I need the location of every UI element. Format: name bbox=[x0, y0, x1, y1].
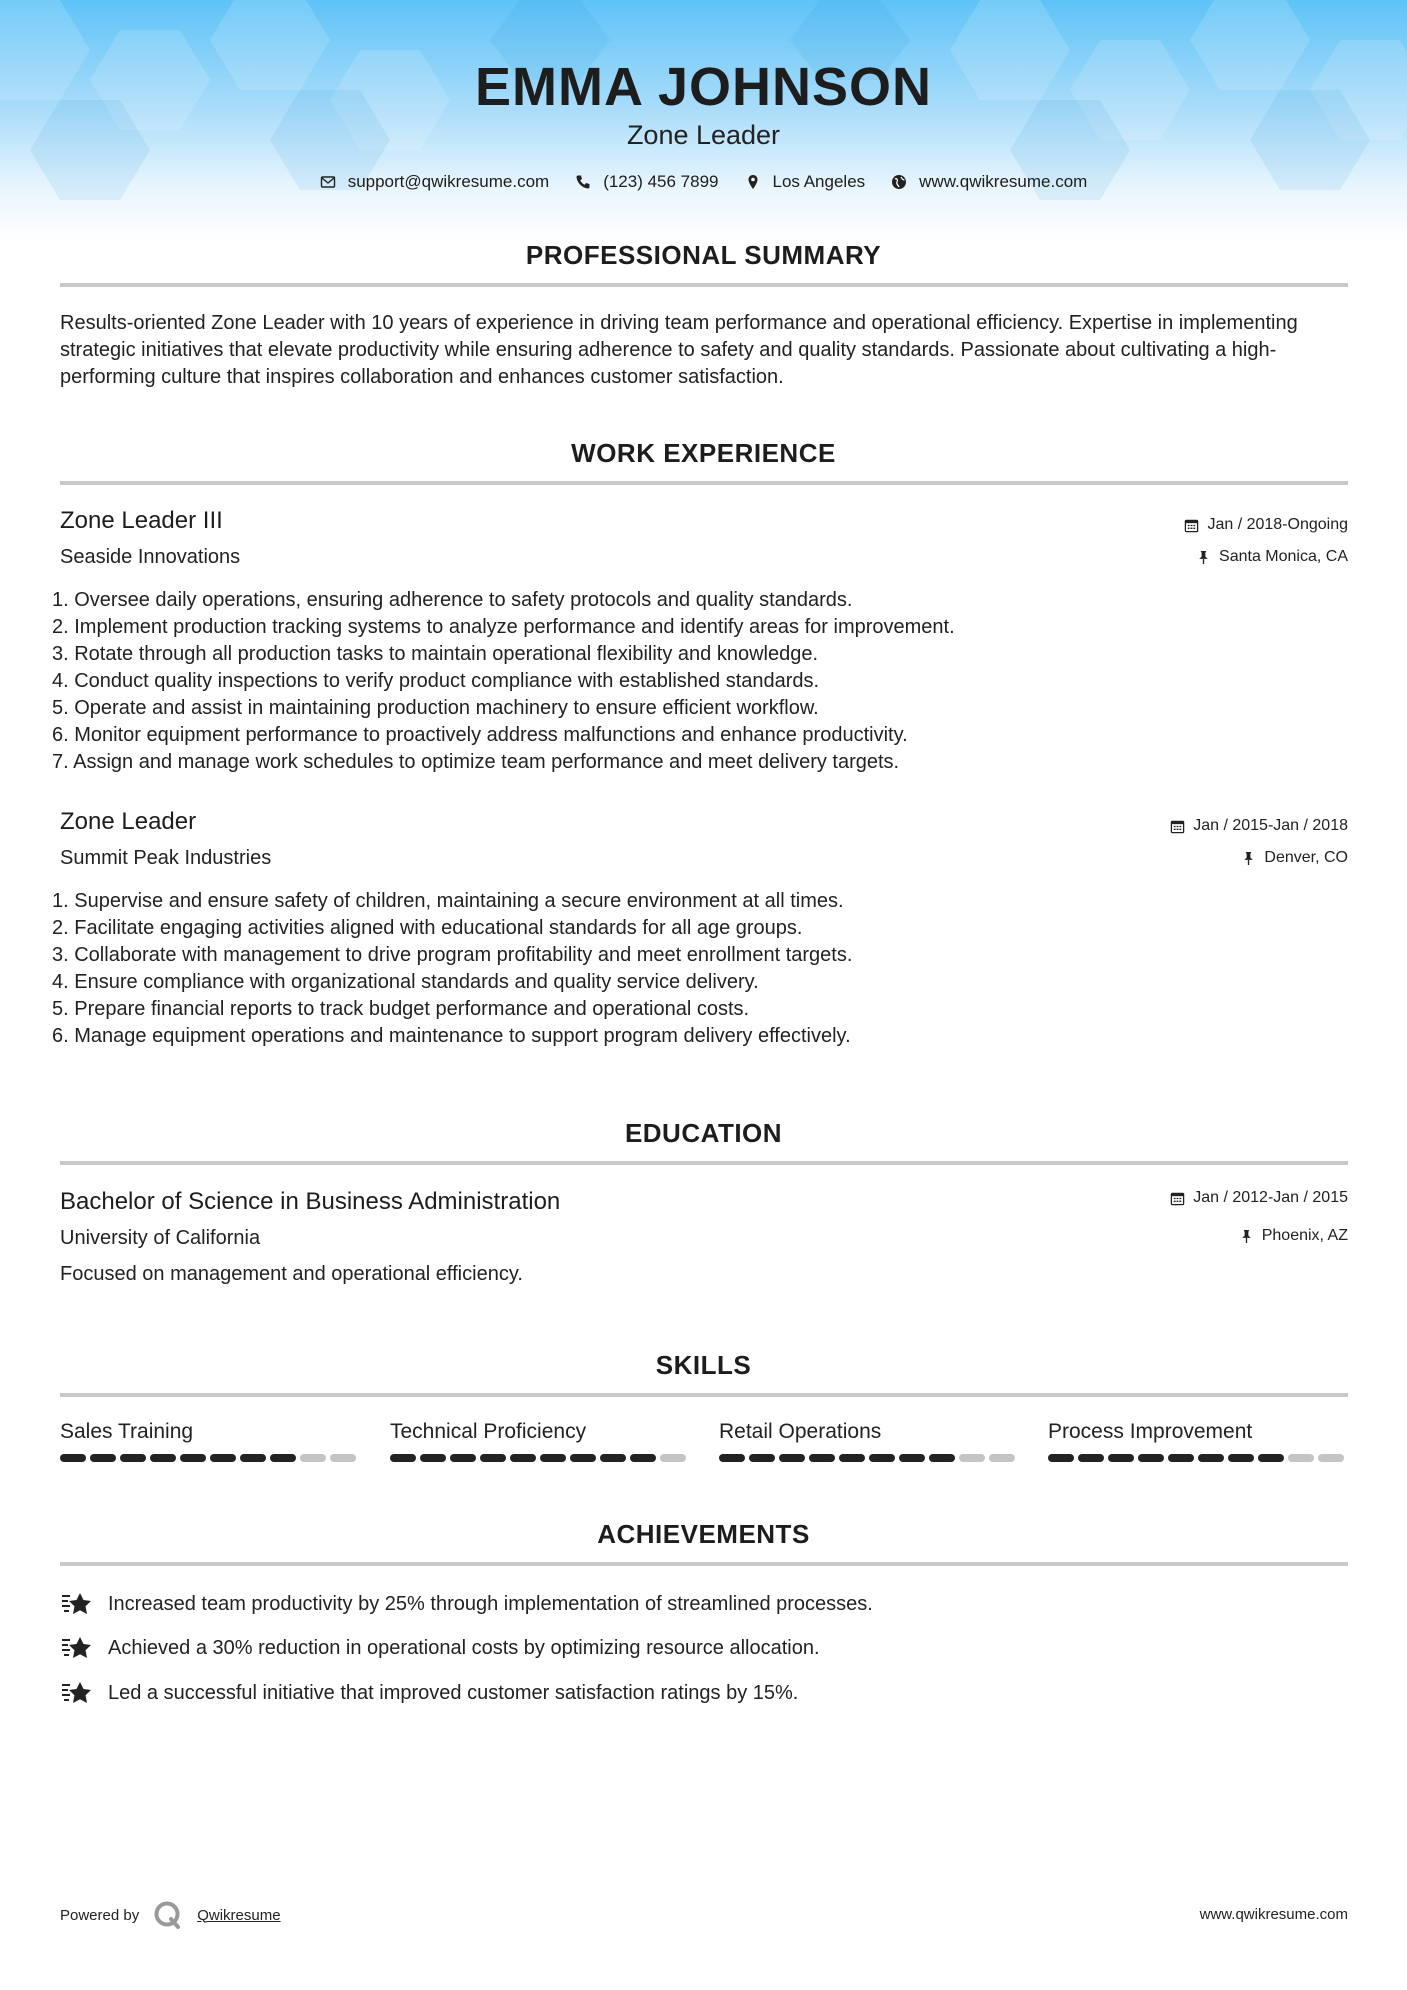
website-text: www.qwikresume.com bbox=[919, 172, 1088, 191]
skill-segment-filled bbox=[869, 1454, 895, 1462]
skill-segment-filled bbox=[719, 1454, 745, 1462]
achievements-divider bbox=[60, 1562, 1348, 1566]
education-location-text: Phoenix, AZ bbox=[1261, 1227, 1348, 1244]
skill-segment-filled bbox=[1168, 1454, 1194, 1462]
contact-location bbox=[745, 172, 866, 192]
skill-segment-empty bbox=[330, 1454, 356, 1462]
education-note: Focused on management and operational efficiency. bbox=[60, 1263, 523, 1285]
education-school: University of California bbox=[60, 1227, 261, 1249]
contact-website[interactable] bbox=[891, 172, 1087, 192]
phone-icon bbox=[575, 174, 591, 190]
skill-segment-empty bbox=[300, 1454, 326, 1462]
skill-segment-filled bbox=[839, 1454, 865, 1462]
skill-level-bar bbox=[60, 1454, 360, 1462]
job-location-text: Denver, CO bbox=[1264, 849, 1348, 866]
location-text: Los Angeles bbox=[772, 172, 866, 191]
qwikresume-logo-icon bbox=[153, 1900, 183, 1930]
pushpin-icon bbox=[1196, 550, 1211, 565]
powered-by-text: Powered by bbox=[60, 1906, 140, 1924]
job-title: Zone Leader III bbox=[60, 507, 223, 534]
skill-segment-filled bbox=[1228, 1454, 1254, 1462]
skill-segment-filled bbox=[60, 1454, 86, 1462]
globe-icon bbox=[891, 174, 907, 190]
calendar-icon bbox=[1170, 1191, 1185, 1206]
skills-heading: SKILLS bbox=[655, 1350, 752, 1380]
achievement-text: Achieved a 30% reduction in operational costs by optimizing resource allocation. bbox=[108, 1636, 820, 1659]
skill-segment-filled bbox=[1198, 1454, 1224, 1462]
skill-segment-filled bbox=[240, 1454, 266, 1462]
skill-segment-filled bbox=[510, 1454, 536, 1462]
skill-segment-filled bbox=[630, 1454, 656, 1462]
experience-heading: WORK EXPERIENCE bbox=[571, 438, 836, 468]
achievement-item bbox=[60, 1590, 873, 1618]
experience-divider bbox=[60, 481, 1348, 485]
phone-text: (123) 456 7899 bbox=[603, 172, 719, 191]
list-item: 6. Monitor equipment performance to proactively address malfunctions and enhance productivity. bbox=[52, 724, 908, 746]
job-location bbox=[1241, 849, 1348, 867]
skill-name: Technical Proficiency bbox=[390, 1420, 587, 1443]
education-heading: EDUCATION bbox=[624, 1118, 783, 1148]
skill-segment-filled bbox=[899, 1454, 925, 1462]
education-dates bbox=[1170, 1189, 1348, 1207]
email-text: support@qwikresume.com bbox=[347, 172, 550, 191]
skill-segment-filled bbox=[480, 1454, 506, 1462]
summary-divider bbox=[60, 283, 1348, 287]
job-location-text: Santa Monica, CA bbox=[1219, 548, 1348, 565]
calendar-icon bbox=[1170, 819, 1185, 834]
skill-segment-filled bbox=[120, 1454, 146, 1462]
pushpin-icon bbox=[1241, 851, 1256, 866]
education-divider bbox=[60, 1161, 1348, 1165]
skill-segment-filled bbox=[570, 1454, 596, 1462]
achievement-item bbox=[60, 1634, 820, 1662]
skill-segment-filled bbox=[1108, 1454, 1134, 1462]
job-dates bbox=[1170, 817, 1348, 835]
skill-segment-empty bbox=[989, 1454, 1015, 1462]
star-badge-icon bbox=[60, 1634, 94, 1662]
skill-item bbox=[1048, 1420, 1348, 1462]
skill-segment-filled bbox=[749, 1454, 775, 1462]
list-item: 3. Collaborate with management to drive program profitability and meet enrollment targets. bbox=[52, 944, 853, 966]
candidate-name: EMMA JOHNSON bbox=[474, 57, 933, 117]
list-item: 2. Facilitate engaging activities aligned with educational standards for all age groups. bbox=[52, 917, 803, 939]
job-dates-text: Jan / 2018-Ongoing bbox=[1207, 516, 1348, 533]
candidate-role: Zone Leader bbox=[626, 120, 781, 150]
skill-segment-filled bbox=[390, 1454, 416, 1462]
calendar-icon bbox=[1184, 518, 1199, 533]
skill-segment-empty bbox=[959, 1454, 985, 1462]
footer-website[interactable]: www.qwikresume.com bbox=[1199, 1906, 1348, 1923]
skill-name: Sales Training bbox=[60, 1420, 194, 1443]
skill-level-bar bbox=[1048, 1454, 1348, 1462]
achievements-heading: ACHIEVEMENTS bbox=[597, 1519, 810, 1549]
skill-level-bar bbox=[390, 1454, 690, 1462]
list-item: 5. Operate and assist in maintaining production machinery to ensure efficient workflow. bbox=[52, 697, 819, 719]
job-title: Zone Leader bbox=[60, 808, 197, 835]
skill-segment-filled bbox=[1258, 1454, 1284, 1462]
pushpin-icon bbox=[1239, 1229, 1254, 1244]
list-item: 4. Conduct quality inspections to verify product compliance with established standards. bbox=[52, 670, 820, 692]
job-company: Seaside Innovations bbox=[60, 546, 241, 568]
summary-text: Results-oriented Zone Leader with 10 years of experience in driving team performance and operational efficiency. Expertise in implementing strategic initiatives that elevate productivity while ensuring adherence to safety and quality standards. Passionate about cultivating a high-performing culture that inspires collaboration and enhances customer satisfaction. bbox=[60, 312, 1298, 388]
footer-powered-by bbox=[60, 1900, 281, 1930]
brand-link[interactable]: Qwikresume bbox=[197, 1906, 281, 1924]
skill-name: Process Improvement bbox=[1048, 1420, 1253, 1443]
skill-segment-filled bbox=[270, 1454, 296, 1462]
skill-segment-filled bbox=[1138, 1454, 1164, 1462]
education-degree: Bachelor of Science in Business Administration bbox=[60, 1188, 561, 1215]
list-item: 4. Ensure compliance with organizational standards and quality service delivery. bbox=[52, 971, 759, 993]
star-badge-icon bbox=[60, 1590, 94, 1618]
skill-name: Retail Operations bbox=[719, 1420, 882, 1443]
job-responsibilities bbox=[52, 587, 1342, 776]
education-dates-text: Jan / 2012-Jan / 2015 bbox=[1193, 1189, 1348, 1206]
skill-segment-filled bbox=[540, 1454, 566, 1462]
skill-segment-filled bbox=[1078, 1454, 1104, 1462]
contact-phone[interactable] bbox=[575, 172, 718, 192]
contact-bar bbox=[0, 172, 1407, 192]
list-item: 1. Oversee daily operations, ensuring adherence to safety protocols and quality standards. bbox=[52, 589, 853, 611]
skill-segment-filled bbox=[180, 1454, 206, 1462]
skill-segment-filled bbox=[600, 1454, 626, 1462]
job-company: Summit Peak Industries bbox=[60, 847, 272, 869]
map-pin-icon bbox=[745, 174, 761, 190]
job-dates-text: Jan / 2015-Jan / 2018 bbox=[1193, 817, 1348, 834]
skill-item bbox=[719, 1420, 1019, 1462]
skill-segment-filled bbox=[929, 1454, 955, 1462]
skill-segment-filled bbox=[90, 1454, 116, 1462]
list-item: 2. Implement production tracking systems to analyze performance and identify areas for improvement. bbox=[52, 616, 955, 638]
skill-segment-empty bbox=[1288, 1454, 1314, 1462]
list-item: 7. Assign and manage work schedules to optimize team performance and meet delivery targets. bbox=[52, 751, 900, 773]
skill-segment-empty bbox=[1318, 1454, 1344, 1462]
skill-segment-filled bbox=[420, 1454, 446, 1462]
list-item: 6. Manage equipment operations and maintenance to support program delivery effectively. bbox=[52, 1025, 851, 1047]
job-responsibilities bbox=[52, 888, 1342, 1050]
job-location bbox=[1196, 548, 1348, 566]
achievement-item bbox=[60, 1679, 798, 1707]
skill-segment-empty bbox=[660, 1454, 686, 1462]
star-badge-icon bbox=[60, 1679, 94, 1707]
skill-segment-filled bbox=[150, 1454, 176, 1462]
skill-segment-filled bbox=[450, 1454, 476, 1462]
skill-segment-filled bbox=[809, 1454, 835, 1462]
contact-email[interactable] bbox=[320, 172, 550, 192]
list-item: 5. Prepare financial reports to track budget performance and operational costs. bbox=[52, 998, 750, 1020]
skill-item bbox=[60, 1420, 360, 1462]
education-location bbox=[1239, 1227, 1348, 1245]
achievement-text: Increased team productivity by 25% through implementation of streamlined processes. bbox=[108, 1592, 873, 1615]
list-item: 1. Supervise and ensure safety of children, maintaining a secure environment at all times. bbox=[52, 890, 844, 912]
summary-heading: PROFESSIONAL SUMMARY bbox=[525, 240, 882, 270]
skill-item bbox=[390, 1420, 690, 1462]
skill-level-bar bbox=[719, 1454, 1019, 1462]
list-item: 3. Rotate through all production tasks to maintain operational flexibility and knowledge. bbox=[52, 643, 819, 665]
skill-segment-filled bbox=[779, 1454, 805, 1462]
job-dates bbox=[1184, 516, 1348, 534]
achievement-text: Led a successful initiative that improved customer satisfaction ratings by 15%. bbox=[108, 1681, 799, 1704]
skill-segment-filled bbox=[1048, 1454, 1074, 1462]
envelope-icon bbox=[320, 174, 336, 190]
skills-divider bbox=[60, 1393, 1348, 1397]
skill-segment-filled bbox=[210, 1454, 236, 1462]
